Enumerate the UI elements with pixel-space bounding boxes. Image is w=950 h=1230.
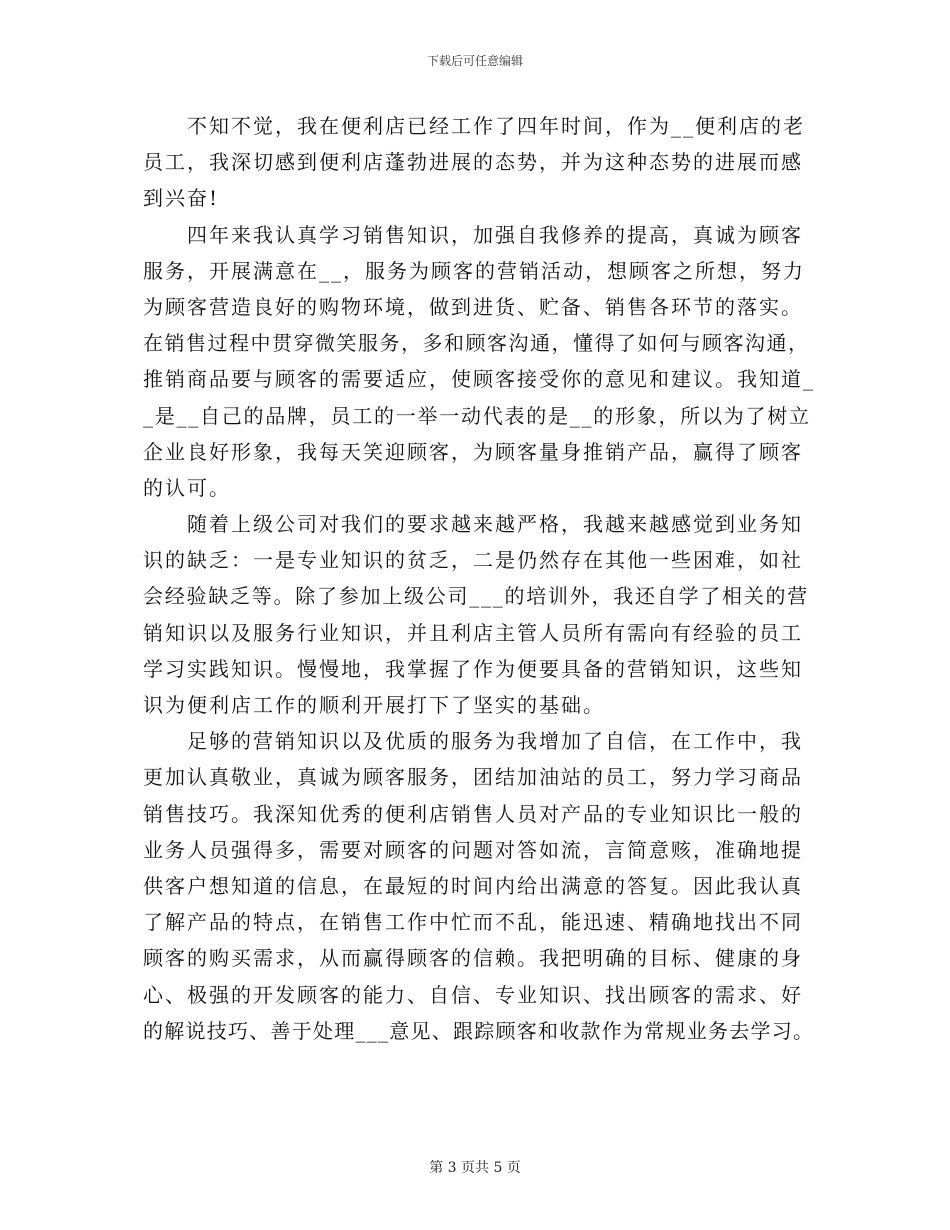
text-line: 识的缺乏：一是专业知识的贫乏，二是仍然存在其他一些困难，如社 <box>143 548 803 573</box>
text-line: 识为便利店工作的顺利开展打下了坚实的基础。 <box>143 693 605 717</box>
text-line: 服务，开展满意在__，服务为顾客的营销活动，想顾客之所想，努力 <box>143 258 805 283</box>
text-line: 了解产品的特点，在销售工作中忙而不乱，能迅速、精确地找出不同 <box>143 910 803 935</box>
text-line: _是__自己的品牌，员工的一举一动代表的是__的形象，所以为了树立 <box>143 403 811 428</box>
text-line: 员工，我深切感到便利店蓬勃进展的态势，并为这种态势的进展而感 <box>143 150 803 175</box>
text-line: 足够的营销知识以及优质的服务为我增加了自信，在工作中，我 <box>143 729 803 754</box>
text-line: 到兴奋! <box>143 186 220 211</box>
text-line: 为顾客营造良好的购物环境，做到进货、贮备、销售各环节的落实。 <box>143 294 803 319</box>
text-line: 会经验缺乏等。除了参加上级公司___的培训外，我还自学了相关的营 <box>143 584 809 609</box>
text-line: 的解说技巧、善于处理___意见、跟踪顾客和收款作为常规业务去学习。 <box>143 1018 815 1043</box>
page-footer: 第 3 页共 5 页 <box>429 1160 521 1176</box>
document-body <box>143 108 815 1049</box>
page-header: 下载后可任意编辑 <box>426 54 523 68</box>
text-line: 供客户想知道的信息，在最短的时间内给出满意的答复。因此我认真 <box>143 873 803 898</box>
text-line: 学习实践知识。慢慢地，我掌握了作为便要具备的营销知识，这些知 <box>143 656 803 681</box>
text-line: 更加认真敬业，真诚为顾客服务，团结加油站的员工，努力学习商品 <box>143 765 803 790</box>
text-line: 推销商品要与顾客的需要适应，使顾客接受你的意见和建议。我知道_ <box>143 367 815 392</box>
text-line: 在销售过程中贯穿微笑服务，多和顾客沟通，懂得了如何与顾客沟通， <box>143 331 810 356</box>
text-line: 不知不觉，我在便利店已经工作了四年时间，作为__便利店的老 <box>143 114 805 138</box>
text-line: 顾客的购买需求，从而赢得顾客的信赖。我把明确的目标、健康的身 <box>143 946 803 971</box>
text-line: 四年来我认真学习销售知识，加强自我修养的提高，真诚为顾客 <box>143 222 803 247</box>
text-line: 业务人员强得多，需要对顾客的问题对答如流，言简意赅，准确地提 <box>143 837 803 862</box>
text-line: 企业良好形象，我每天笑迎顾客，为顾客量身推销产品，赢得了顾客 <box>143 439 803 464</box>
text-line: 销知识以及服务行业知识，并且利店主管人员所有需向有经验的员工 <box>143 620 803 645</box>
text-line: 心、极强的开发顾客的能力、自信、专业知识、找出顾客的需求、好 <box>143 982 803 1007</box>
text-line: 的认可。 <box>143 475 231 500</box>
text-line: 随着上级公司对我们的要求越来越严格，我越来越感觉到业务知 <box>143 512 803 537</box>
text-line: 销售技巧。我深知优秀的便利店销售人员对产品的专业知识比一般的 <box>143 801 803 826</box>
